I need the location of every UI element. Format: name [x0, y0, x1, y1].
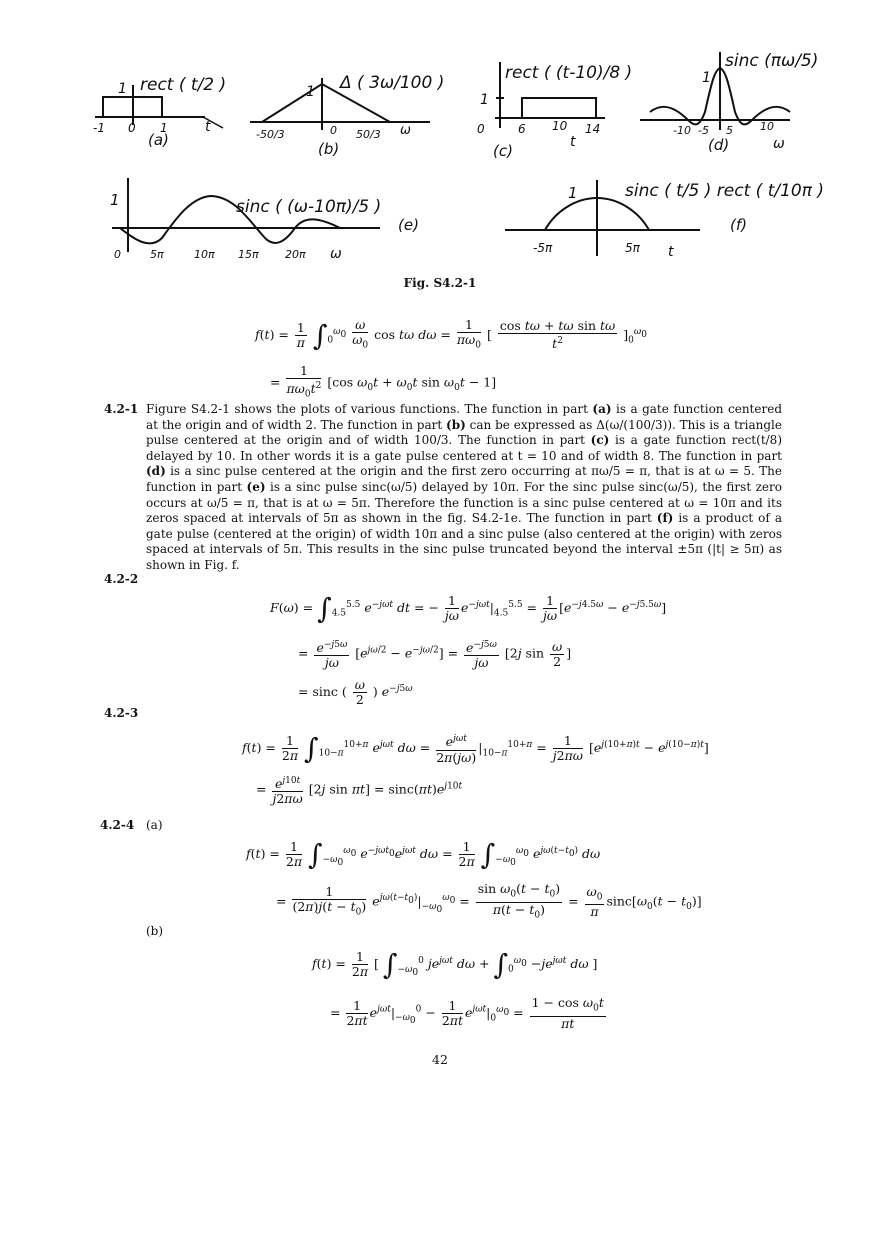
- panel-a-axis: t: [205, 119, 211, 135]
- panel-d-axis: ω: [773, 136, 785, 152]
- problem-4-2-3-label: 4.2-3: [104, 706, 139, 720]
- panel-a-title: rect ( t/2 ): [140, 75, 227, 95]
- eq-4-2-3-line1: f(t) = $\frac{1}{2\pi}$ $\int_{10-\pi}^{10+\pi}$ $e^{j\omega t}$ dω = $\frac{e^{j\omega t}}{2\pi(j\omega)}$ $|_{10-\pi}^{10+\pi}$ = $\frac{1}{j2\pi\omega}$ $[e^{j(10+\pi)t} - e^{j(10-\pi)t}]$: [242, 732, 709, 765]
- eq-intro-1: f(t) = $\frac{1}{\pi}$ $\int_0^{\omega_0}$ $\frac{\omega}{\omega_0}$ cos tω dω = $\frac{1}{\pi\omega_0}$ [ $\frac{\text{cos tω + tω sin tω}}{t^2}$ ]$_0^{\omega_0}$: [255, 317, 647, 352]
- p421-text-4: is a gate function rect(t/8) delayed by 10. In other words it is a gate pulse centered at t = 10 and of width 8. The function in part: [146, 433, 782, 463]
- panel-d-tag: (d): [708, 136, 730, 154]
- eq-4-2-4b-line2: = $\frac{1}{2\pi t}$ $e^{j\omega t}|_{-\omega_0}^0$ − $\frac{1}{2\pi t}$ $e^{j\omega t}|_0^{\omega_0}$ = $\frac{1 - \cos \omega_0t}{\pi t}$: [330, 995, 604, 1031]
- panel-b-tick-0: -50/3: [256, 128, 285, 141]
- panel-a-tick-1: 0: [128, 121, 136, 135]
- figure-caption: Fig. S4.2-1: [403, 276, 477, 290]
- panel-c-title: rect ( (t-10)/8 ): [505, 63, 633, 83]
- panel-f-tick-1: 5π: [625, 241, 640, 255]
- part-b-label: (b): [146, 924, 164, 938]
- eq-4-2-4b-line1: f(t) = $\frac{1}{2\pi}$ [ $\int_{-\omega_0}^0$ $je^{j\omega t}$ $d\omega + \int_0^{\omega_0} -je^{j\omega t}$ dω ]: [312, 948, 598, 981]
- panel-c-tag: (c): [493, 142, 513, 160]
- panel-e-tick-1: 5π: [150, 248, 164, 261]
- p421-text-1: Figure S4.2-1 shows the plots of various functions. The function in part: [146, 402, 593, 416]
- panel-d-tick-0: -10: [673, 124, 691, 137]
- p421-text-6: is a sinc pulse sinc(ω/5) delayed by 10π. For the sinc pulse sinc(ω/5), the first zero occurs at ω/5 = π, that is at ω = 5π. Therefore the function is a sinc pulse centered at ω = 10π and its zeros spaced at intervals of 5π as shown in the fig. S4.2-1e. The function in part: [146, 479, 782, 526]
- panel-f-tick-0: -5π: [533, 241, 553, 255]
- panel-e-amp: 1: [110, 191, 120, 209]
- eq-4-2-4a-line2: = $\frac{1}{(2\pi)j(t - t_0)}$ $e^{j\omega(t-t_0)}|_{-\omega_0}^{\omega_0}$ = $\frac{\sin \omega_0(t - t_0)}{\pi(t - t_0)}$ = $\frac{\omega_0}{\pi}$ $\sin c[\omega_0(t - t_0)]$: [276, 881, 702, 920]
- panel-e-tick-3: 15π: [238, 248, 259, 261]
- panel-c-tick-0: 0: [477, 122, 485, 136]
- problem-4-2-4-label: 4.2-4: [100, 818, 135, 832]
- panel-f-axis: t: [668, 244, 674, 260]
- panel-e-title: sinc ( (ω-10π)/5 ): [236, 197, 382, 217]
- panel-e-tick-2: 10π: [194, 248, 215, 261]
- eq-4-2-2-line1: $F(\omega) = \int_{4.5}^{5.5}$ $e^{-j\omega t}$ dt = − $\frac{1}{j\omega}$ $e^{-j\omega t}|_{4.5}^{5.5}$ = $\frac{1}{j\omega}$ $[e^{-j4.5\omega} - e^{-j5.5\omega}]$: [270, 592, 667, 625]
- figure-s4-2-1: [0, 0, 880, 272]
- panel-c-amp: 1: [480, 92, 489, 108]
- panel-e-axis: ω: [330, 246, 342, 262]
- panel-d-title: sinc (πω/5): [725, 51, 819, 71]
- part-a-label: (a): [146, 818, 163, 832]
- panel-b-tick-1: 0: [330, 124, 337, 137]
- panel-c-tick-3: 14: [585, 122, 601, 136]
- page-number: 42: [432, 1052, 448, 1067]
- problem-4-2-1-text: [146, 402, 782, 574]
- panel-f-amp: 1: [568, 184, 578, 202]
- panel-d-tick-1: -5: [698, 124, 709, 137]
- p421-part-b: (b): [446, 417, 466, 432]
- problem-4-2-1-label: 4.2-1: [104, 402, 139, 416]
- panel-b-title: Δ ( 3ω/100 ): [340, 73, 445, 93]
- p421-text-3: can be expressed as Δ(ω/(100/3)). This is a triangle pulse centered at the origin and of width 100/3. The function in part: [146, 417, 782, 448]
- panel-f-tag: (f): [730, 216, 747, 234]
- panel-e-tick-0: 0: [114, 248, 121, 261]
- p421-part-d: (d): [146, 464, 166, 479]
- p421-part-f: (f): [656, 511, 674, 526]
- panel-e-tag: (e): [398, 216, 419, 234]
- panel-a-tick-2: 1: [160, 121, 168, 135]
- panel-a-amp: 1: [118, 81, 127, 97]
- panel-a-tick-0: -1: [93, 121, 105, 135]
- p421-text-7: is a product of a gate pulse (centered at the origin) of width 10π and a sinc pulse (also centered at the origin) with zeros spaced at intervals of 5π. This results in the sinc pulse truncated beyond the interval ±5π (|t| ≥ 5π) as shown in Fig. f.: [146, 511, 783, 572]
- eq-4-2-3-line2: = $\frac{e^{j10t}}{j2\pi\omega}$ [2j $\sin \pi t] = \sin c(\pi t)e^{j10t}$: [256, 776, 463, 807]
- eq-4-2-2-line3: = sinc ( $\frac{\omega}{2}$ ) $e^{-j5\omega}$: [298, 677, 413, 707]
- panel-b-tag: (b): [318, 140, 340, 158]
- p421-part-e: (e): [246, 479, 266, 494]
- panel-b-tick-2: 50/3: [356, 128, 381, 141]
- panel-d-amp: 1: [702, 70, 711, 86]
- panel-e-tick-4: 20π: [285, 248, 306, 261]
- panel-c-tick-1: 6: [518, 122, 526, 136]
- panel-f-title: sinc ( t/5 ) rect ( t/10π ): [625, 181, 824, 201]
- p421-text-2: is a gate function centered at the origin and of width 2. The function in part: [146, 402, 782, 432]
- panel-a-tag: (a): [148, 131, 169, 149]
- eq-4-2-2-line2: = $\frac{e^{-j5\omega}}{j\omega}$ $[e^{j\omega/2} - e^{-j\omega/2}]$ = $\frac{e^{-j5\omega}}{j\omega}$ [2j sin $\frac{\omega}{2}$ ]: [298, 638, 572, 671]
- panel-b-axis: ω: [400, 123, 411, 138]
- p421-part-a: (a): [592, 402, 612, 416]
- problem-4-2-2-label: 4.2-2: [104, 572, 139, 586]
- p421-text-5: is a sinc pulse centered at the origin and the first zero occurring at πω/5 = π, that is at ω = 5. The function in part: [146, 464, 782, 494]
- panel-d-tick-3: 10: [760, 120, 774, 133]
- p421-part-c: (c): [590, 433, 610, 448]
- panel-c-tick-2: 10: [552, 119, 568, 133]
- panel-b-amp: 1: [306, 84, 315, 100]
- panel-d-tick-2: 5: [726, 124, 733, 137]
- eq-4-2-4a-line1: f(t) = $\frac{1}{2\pi}$ $\int_{-\omega_0}^{\omega_0}$ $e^{-j\omega t_0}e^{j\omega t}$ dω = $\frac{1}{2\pi}$ $\int_{-\omega_0}^{\omega_0}$ $e^{j\omega(t-t_0)}$ dω: [246, 838, 601, 871]
- eq-intro-2: = $\frac{1}{\pi\omega_0t^2}$ [cos $\omega_0t + \omega_0t$ $\sin \omega_0t - 1$]: [270, 363, 497, 400]
- panel-c-axis: t: [570, 134, 576, 150]
